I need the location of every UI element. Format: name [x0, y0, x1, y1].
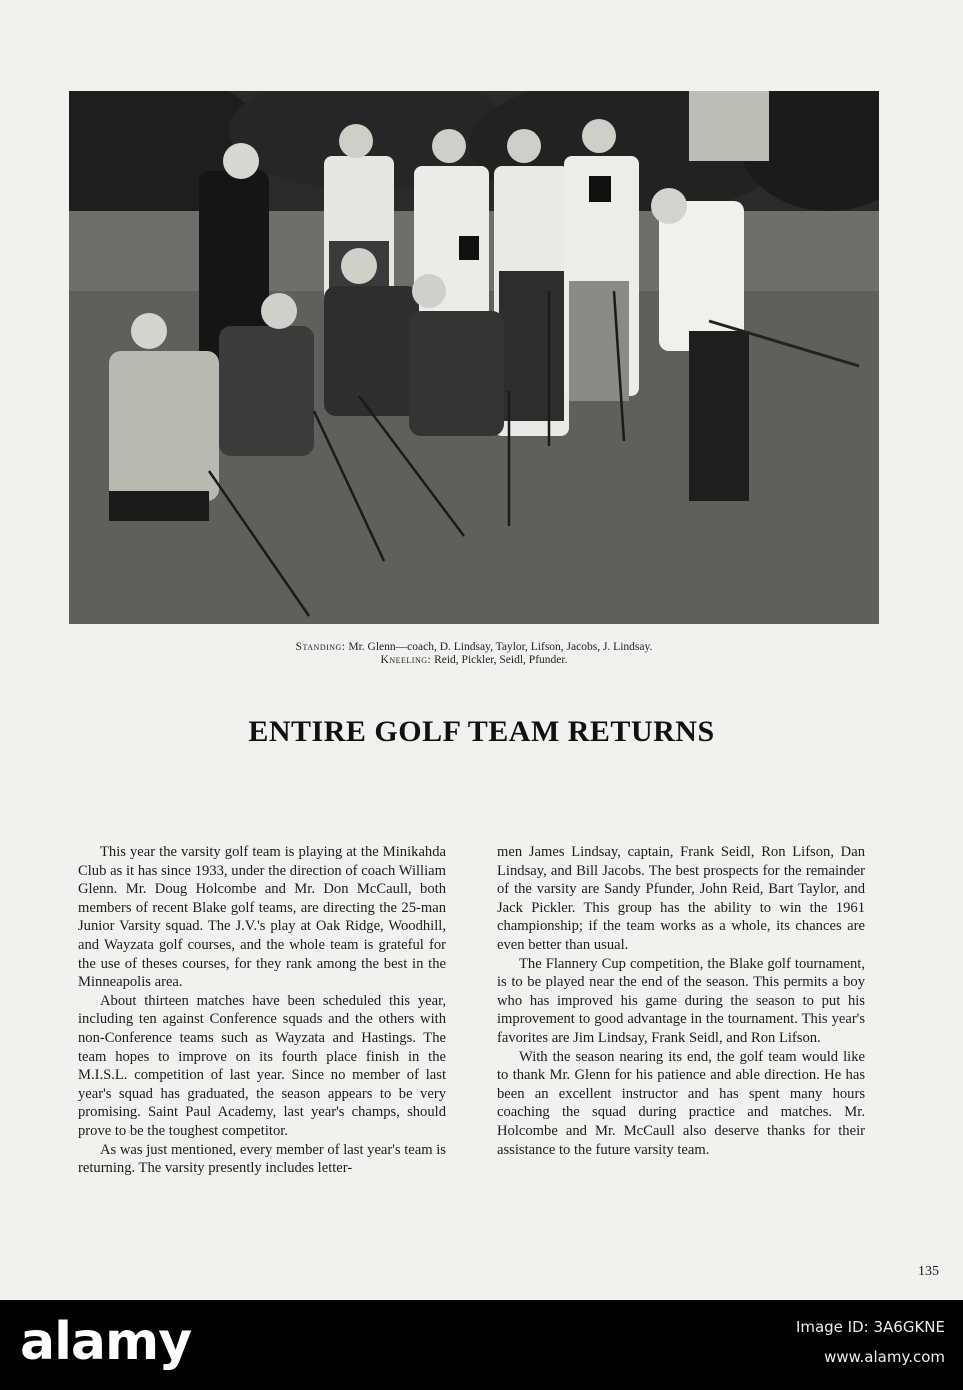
caption-kneeling-names: Reid, Pickler, Seidl, Pfunder.: [431, 654, 568, 666]
paragraph: This year the varsity golf team is playing at the Minikahda Club as it has since 1933, under the direction of coach William Glenn. Mr. Doug Holcombe and Mr. Don McCaull, both members of recent Blake golf teams, are directing the 25-man Junior Varsity squad. The J.V.'s play at Oak Ridge, Woodhill, and Wayzata golf courses, and the whole team is grateful for the use of theses courses, for they rank among the best in the Minneapolis area.: [78, 844, 446, 991]
paragraph: About thirteen matches have been scheduled this year, including ten against Conference squads and the others with non-Conference teams such as Wayzata and Hastings. The team hopes to improve on its fourth place finish in the M.I.S.L. competition of last year. Since no member of last year's squad has graduated, the season appears to be very promising. Saint Paul Academy, last year's champs, should prove to be the toughest competitor.: [78, 992, 446, 1139]
site-url[interactable]: www.alamy.com: [824, 1348, 945, 1366]
image-id: Image ID: 3A6GKNE: [795, 1318, 945, 1336]
article-headline: ENTIRE GOLF TEAM RETURNS: [248, 715, 715, 748]
caption-line-kneeling: [69, 654, 879, 667]
article-column-left: [78, 843, 446, 1178]
paragraph: With the season nearing its end, the golf team would like to thank Mr. Glenn for his patience and able direction. He has been an excellent instructor and has spent many hours coaching the squad during practice and matches. Mr. Holcombe and Mr. McCaull also deserve thanks for their assistance to the future varsity team.: [497, 1048, 865, 1158]
team-photo-illustration: [69, 91, 879, 624]
page-number: 135: [918, 1264, 939, 1279]
team-photo: [69, 91, 879, 624]
caption-standing-names: Mr. Glenn—coach, D. Lindsay, Taylor, Lifson, Jacobs, J. Lindsay.: [345, 641, 653, 653]
stock-watermark-banner: [0, 1300, 963, 1390]
paragraph: men James Lindsay, captain, Frank Seidl, Ron Lifson, Dan Lindsay, and Bill Jacobs. The best prospects for the remainder of the varsity are Sandy Pfunder, John Reid, Bart Taylor, and Jack Pickler. This group has the ability to win the 1961 championship; if the team works as a whole, its chances are even better than usual.: [497, 844, 865, 953]
caption-line-standing: [69, 641, 879, 654]
paragraph: The Flannery Cup competition, the Blake golf tournament, is to be played near the end of the season. This permits a boy who has improved his game during the season to put his improvement to good advantage in the tournament. This year's favorites are Jim Lindsay, Frank Seidl, and Ron Lifson.: [497, 955, 865, 1046]
article-column-right: [497, 843, 865, 1159]
alamy-logo[interactable]: alamy: [20, 1312, 192, 1372]
caption-standing-label: Standing:: [295, 641, 346, 653]
photo-caption: [69, 641, 879, 667]
paragraph: As was just mentioned, every member of last year's team is returning. The varsity presently includes letter-: [78, 1141, 446, 1177]
caption-kneeling-label: Kneeling:: [380, 654, 432, 666]
